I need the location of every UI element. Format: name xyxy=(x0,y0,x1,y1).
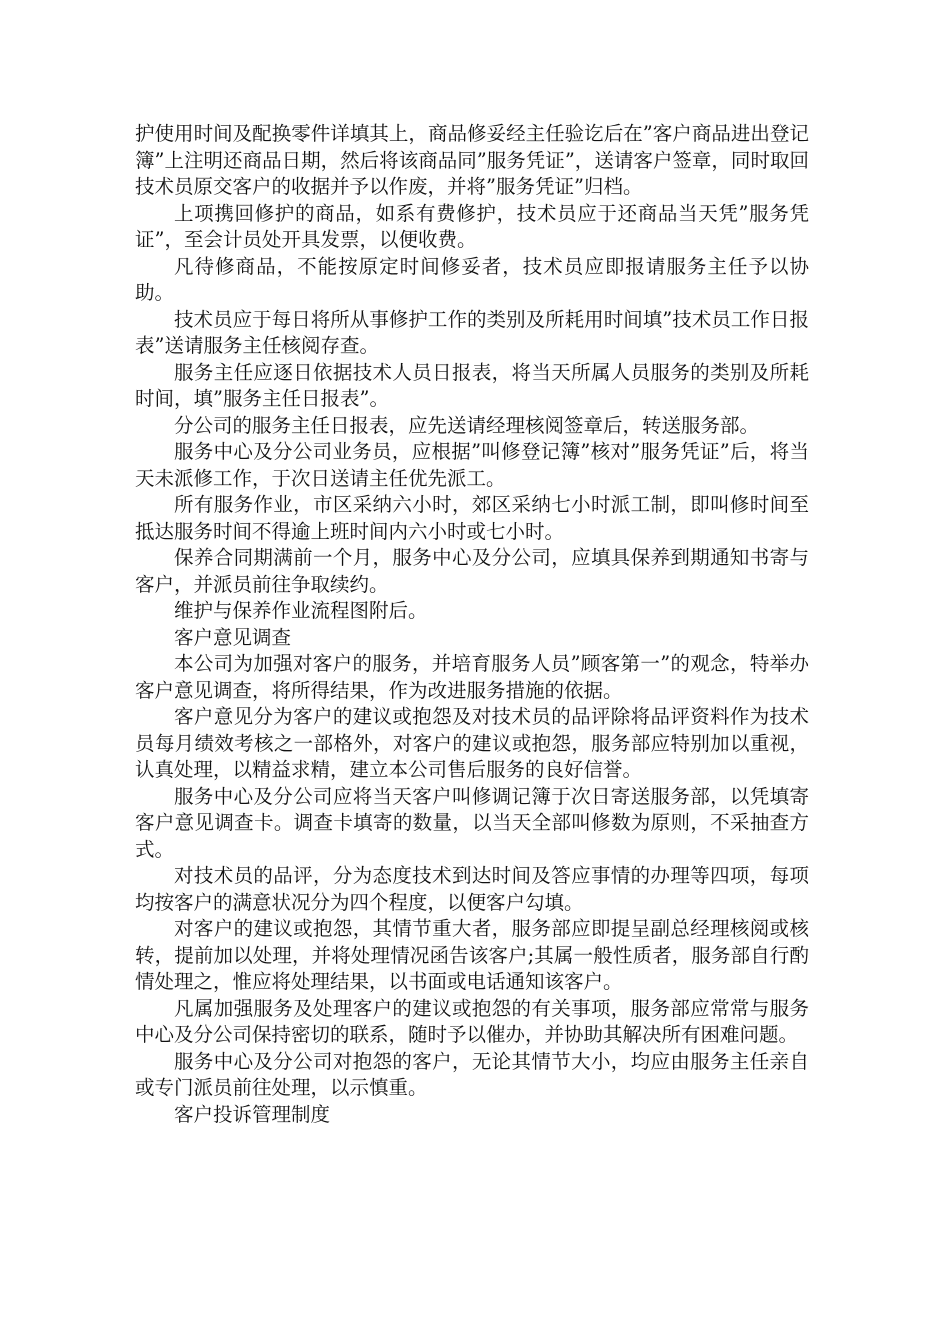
paragraph: 对技术员的品评，分为态度技术到达时间及答应事情的办理等四项，每项均按客户的满意状况分为四个程度，以便客户勾填。 xyxy=(135,864,809,914)
paragraph: 技术员应于每日将所从事修护工作的类别及所耗用时间填”技术员工作日报表”送请服务主任核阅存查。 xyxy=(135,307,809,357)
paragraph: 服务中心及分公司对抱怨的客户，无论其情节大小，均应由服务主任亲自或专门派员前往处理，以示慎重。 xyxy=(135,1049,809,1099)
document-body xyxy=(135,121,809,1128)
paragraph: 维护与保养作业流程图附后。 xyxy=(174,599,428,622)
paragraph: 上项携回修护的商品，如系有费修护，技术员应于还商品当天凭”服务凭证”，至会计员处开具发票，以便收费。 xyxy=(135,201,809,251)
paragraph: 凡待修商品，不能按原定时间修妥者，技术员应即报请服务主任予以协助。 xyxy=(135,254,809,304)
section-heading: 客户投诉管理制度 xyxy=(174,1102,331,1126)
paragraph: 所有服务作业，市区采纳六小时，郊区采纳七小时派工制，即叫修时间至抵达服务时间不得逾上班时间内六小时或七小时。 xyxy=(135,493,809,543)
paragraph: 服务中心及分公司应将当天客户叫修调记簿于次日寄送服务部，以凭填寄客户意见调查卡。调查卡填寄的数量，以当天全部叫修数为原则，不采抽查方式。 xyxy=(135,784,809,861)
paragraph: 分公司的服务主任日报表，应先送请经理核阅签章后，转送服务部。 xyxy=(174,413,760,437)
paragraph: 客户意见分为客户的建议或抱怨及对技术员的品评除将品评资料作为技术员每月绩效考核之一部格外，对客户的建议或抱怨，服务部应特别加以重视，认真处理，以精益求精，建立本公司售后服务的良好信誉。 xyxy=(135,705,809,781)
paragraph: 凡属加强服务及处理客户的建议或抱怨的有关事项，服务部应常常与服务中心及分公司保持密切的联系，随时予以催办，并协助其解决所有困难问题。 xyxy=(135,996,809,1046)
paragraph: 本公司为加强对客户的服务，并培育服务人员”顾客第一”的观念，特举办客户意见调查，将所得结果，作为改进服务措施的依据。 xyxy=(135,652,809,702)
paragraph: 保养合同期满前一个月，服务中心及分公司，应填具保养到期通知书寄与客户，并派员前往争取续约。 xyxy=(135,546,809,596)
paragraph: 服务主任应逐日依据技术人员日报表，将当天所属人员服务的类别及所耗时间，填”服务主任日报表”。 xyxy=(135,360,809,410)
paragraph: 服务中心及分公司业务员，应根据”叫修登记簿”核对”服务凭证”后，将当天未派修工作，于次日送请主任优先派工。 xyxy=(135,440,809,490)
section-heading: 客户意见调查 xyxy=(174,625,292,649)
paragraph-continuation: 护使用时间及配换零件详填其上，商品修妥经主任验讫后在”客户商品进出登记簿”上注明还商品日期，然后将该商品同”服务凭证”，送请客户签章，同时取回技术员原交客户的收据并予以作废，并将”服务凭证”归档。 xyxy=(135,122,809,198)
paragraph: 对客户的建议或抱怨，其情节重大者，服务部应即提呈副总经理核阅或核转，提前加以处理，并将处理情况函告该客户;其属一般性质者，服务部自行酌情处理之，惟应将处理结果，以书面或电话通知该客户。 xyxy=(135,917,809,993)
